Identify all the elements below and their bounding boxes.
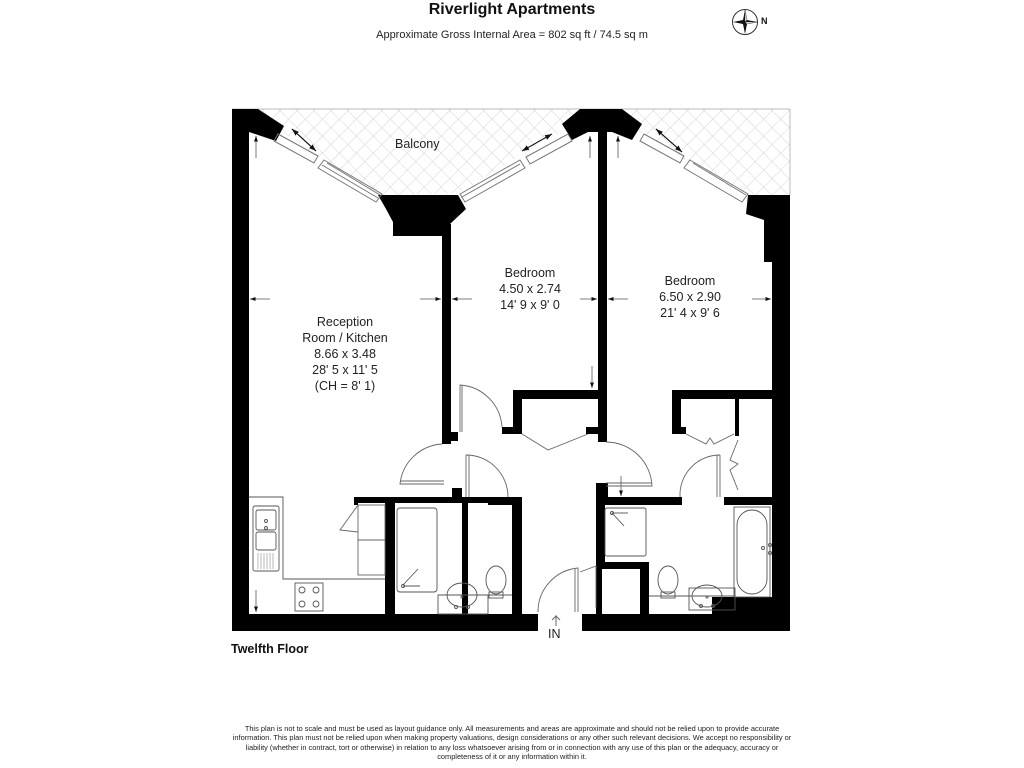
room-metric-size: 4.50 x 2.74 (499, 282, 561, 296)
room-imperial-size: 28' 5 x 11' 5 (312, 363, 378, 377)
disclaimer: This plan is not to scale and must be used as layout guidance only. All measurements and areas are approximate and should not be relied upon to provide accurate information. This plan must not be relied upon when making property valuations, design considerations or any other such relevant decisions. We accept no responsibility or liability (whether in contract, tort or otherwise) in relation to any loss whatsoever arising from or in connection with any use of this plan or the adequacy, accuracy or completeness of it or any information within it. (232, 724, 792, 762)
room-label-reception (285, 314, 405, 394)
balcony-label: Balcony (395, 137, 440, 151)
floor-label: Twelfth Floor (231, 642, 309, 656)
ceiling-height: (CH = 8' 1) (314, 379, 376, 393)
room-imperial-size: 14' 9 x 9' 0 (500, 298, 560, 312)
room-label-bedroom-2 (630, 273, 750, 321)
entrance-label: IN (548, 627, 561, 641)
room-name: Reception (316, 315, 374, 329)
room-name: Bedroom (664, 274, 716, 288)
room-name: Room / Kitchen (302, 331, 388, 345)
compass-north-label: N (761, 16, 768, 26)
room-name: Bedroom (504, 266, 556, 280)
room-metric-size: 8.66 x 3.48 (314, 347, 376, 361)
area-subtitle: Approximate Gross Internal Area = 802 sq ft / 74.5 sq m (376, 29, 648, 41)
room-metric-size: 6.50 x 2.90 (659, 290, 721, 304)
room-imperial-size: 21' 4 x 9' 6 (660, 306, 720, 320)
balcony-area (232, 109, 790, 198)
page-title: Riverlight Apartments (428, 1, 596, 18)
room-label-bedroom-1 (470, 265, 590, 313)
